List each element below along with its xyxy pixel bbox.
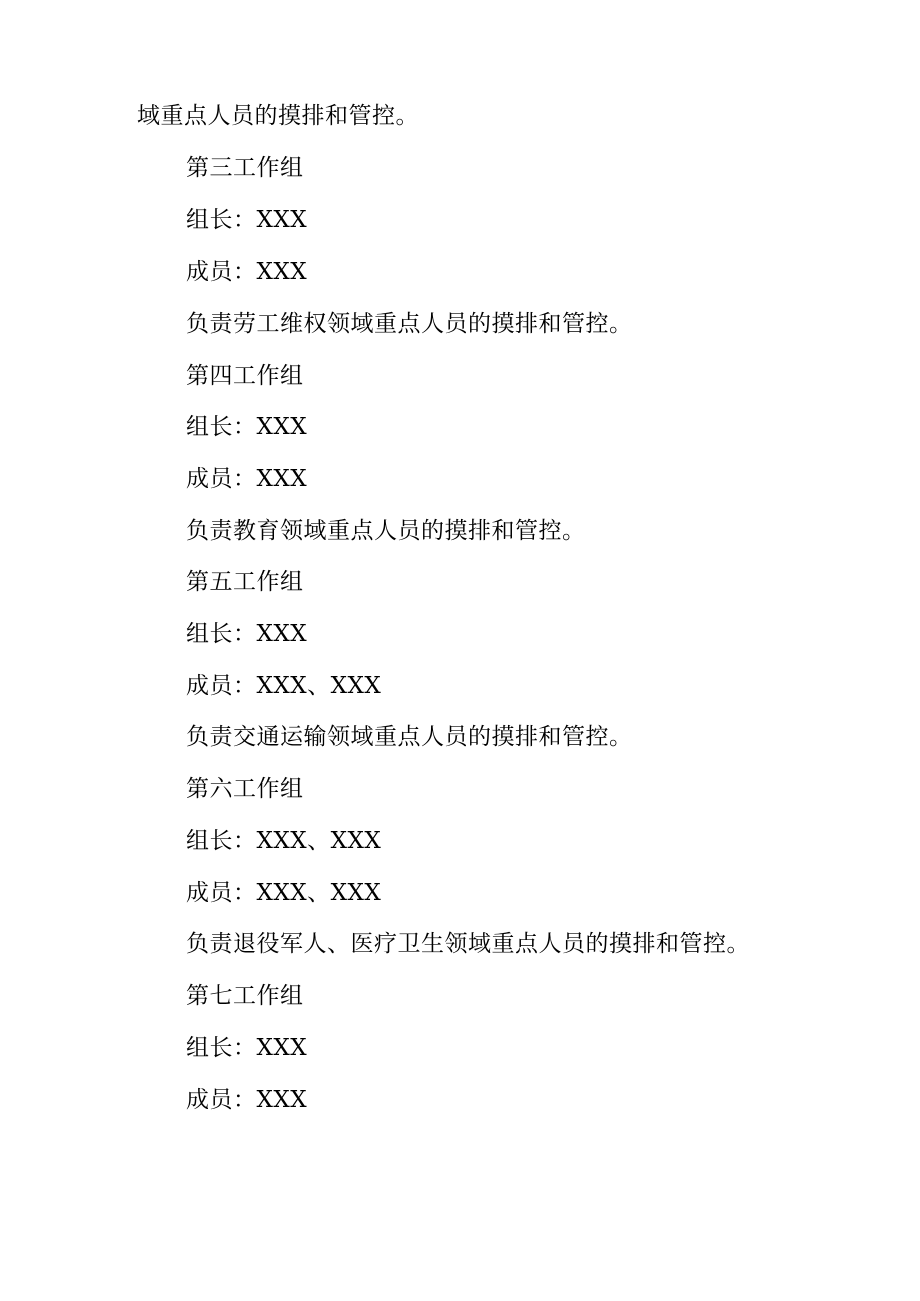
group-heading: 第六工作组 — [186, 776, 304, 802]
responsibility-line: 负责退役军人、医疗卫生领域重点人员的摸排和管控。 — [186, 931, 750, 957]
responsibility-line: 负责交通运输领域重点人员的摸排和管控。 — [186, 724, 633, 750]
leader-line: 组长：XXX — [186, 207, 308, 233]
members-line: 成员：XXX — [186, 1087, 308, 1113]
members-line: 成员：XXX、XXX — [186, 880, 382, 906]
members-line: 成员：XXX — [186, 466, 308, 492]
group-heading: 第三工作组 — [186, 155, 304, 181]
responsibility-line: 负责劳工维权领域重点人员的摸排和管控。 — [186, 311, 633, 337]
responsibility-line: 负责教育领域重点人员的摸排和管控。 — [186, 518, 586, 544]
members-line: 成员：XXX、XXX — [186, 673, 382, 699]
group-heading: 第四工作组 — [186, 363, 304, 389]
leader-line: 组长：XXX — [186, 414, 308, 440]
paragraph-continuation: 域重点人员的摸排和管控。 — [137, 103, 419, 129]
leader-line: 组长：XXX、XXX — [186, 828, 382, 854]
members-line: 成员：XXX — [186, 259, 308, 285]
leader-line: 组长：XXX — [186, 621, 308, 647]
group-heading: 第七工作组 — [186, 983, 304, 1009]
leader-line: 组长：XXX — [186, 1035, 308, 1061]
group-heading: 第五工作组 — [186, 569, 304, 595]
